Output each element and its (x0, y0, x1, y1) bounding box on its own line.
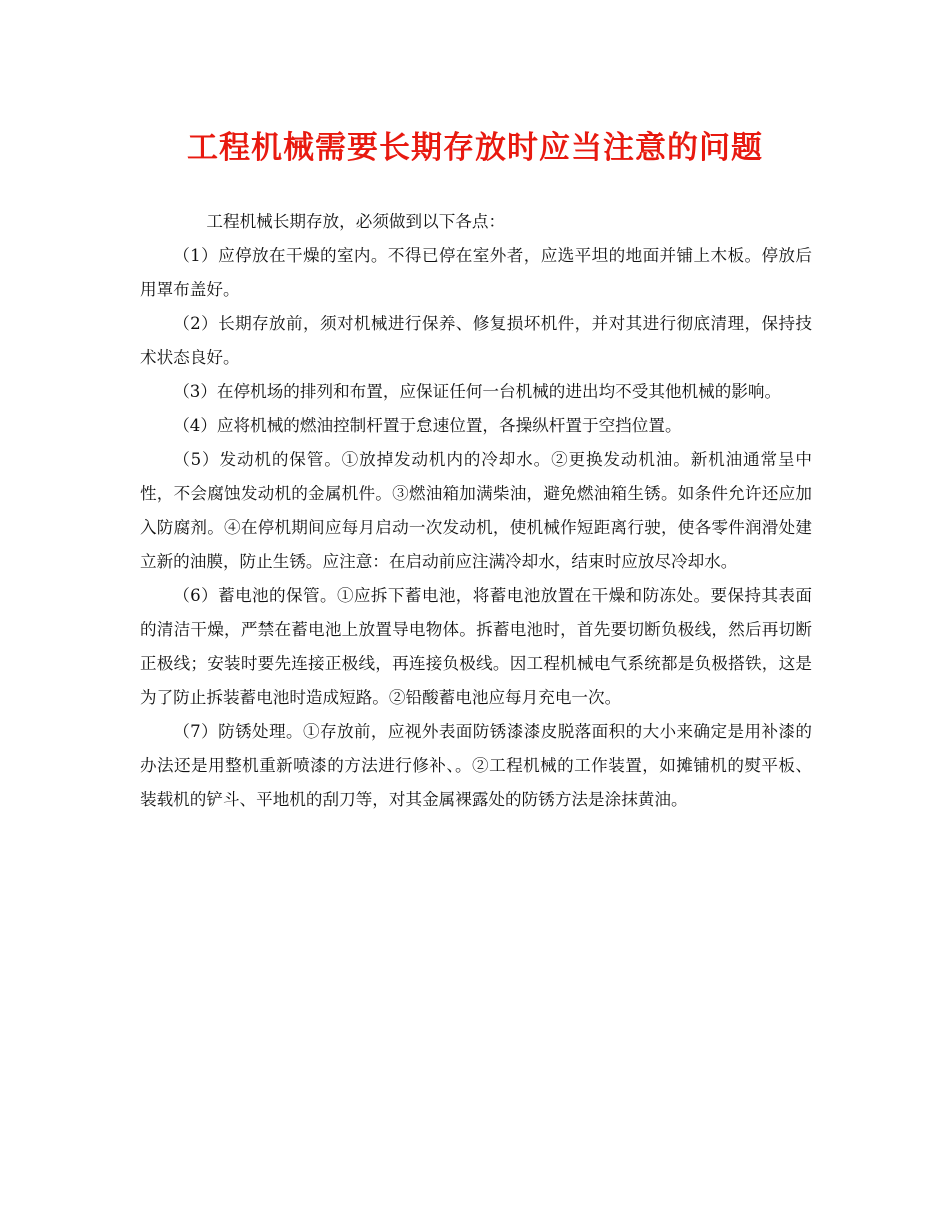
list-item-1: （1）应停放在干燥的室内。不得已停在室外者，应选平坦的地面并铺上木板。停放后用罩布盖好。 (140, 246, 812, 299)
list-item-2: （2）长期存放前，须对机械进行保养、修复损坏机件，并对其进行彻底清理，保持技术状态良好。 (140, 314, 812, 367)
intro-paragraph: 工程机械长期存放，必须做到以下各点： (206, 212, 506, 231)
list-item-7: （7）防锈处理。①存放前，应视外表面防锈漆漆皮脱落面积的大小来确定是用补漆的办法还是用整机重新喷漆的方法进行修补、。②工程机械的工作装置，如摊铺机的熨平板、装载机的铲斗、平地机的刮刀等，对其金属裸露处的防锈方法是涂抹黄油。 (140, 722, 812, 809)
document-body (140, 205, 812, 817)
page-title: 工程机械需要长期存放时应当注意的问题 (187, 130, 763, 166)
list-item-4: （4）应将机械的燃油控制杆置于怠速位置，各操纵杆置于空挡位置。 (173, 416, 682, 435)
list-item-6: （6）蓄电池的保管。①应拆下蓄电池，将蓄电池放置在干燥和防冻处。要保持其表面的清洁干燥，严禁在蓄电池上放置导电物体。拆蓄电池时，首先要切断负极线，然后再切断正极线；安装时要先连接正极线，再连接负极线。因工程机械电气系统都是负极搭铁，这是为了防止拆装蓄电池时造成短路。②铅酸蓄电池应每月充电一次。 (140, 586, 812, 707)
list-item-3: （3）在停机场的排列和布置，应保证任何一台机械的进出均不受其他机械的影响。 (173, 382, 782, 401)
list-item-5: （5）发动机的保管。①放掉发动机内的冷却水。②更换发动机油。新机油通常呈中性，不会腐蚀发动机的金属机件。③燃油箱加满柴油，避免燃油箱生锈。如条件允许还应加入防腐剂。④在停机期间应每月启动一次发动机，使机械作短距离行驶，使各零件润滑处建立新的油膜，防止生锈。应注意：在启动前应注满冷却水，结束时应放尽冷却水。 (140, 450, 812, 571)
